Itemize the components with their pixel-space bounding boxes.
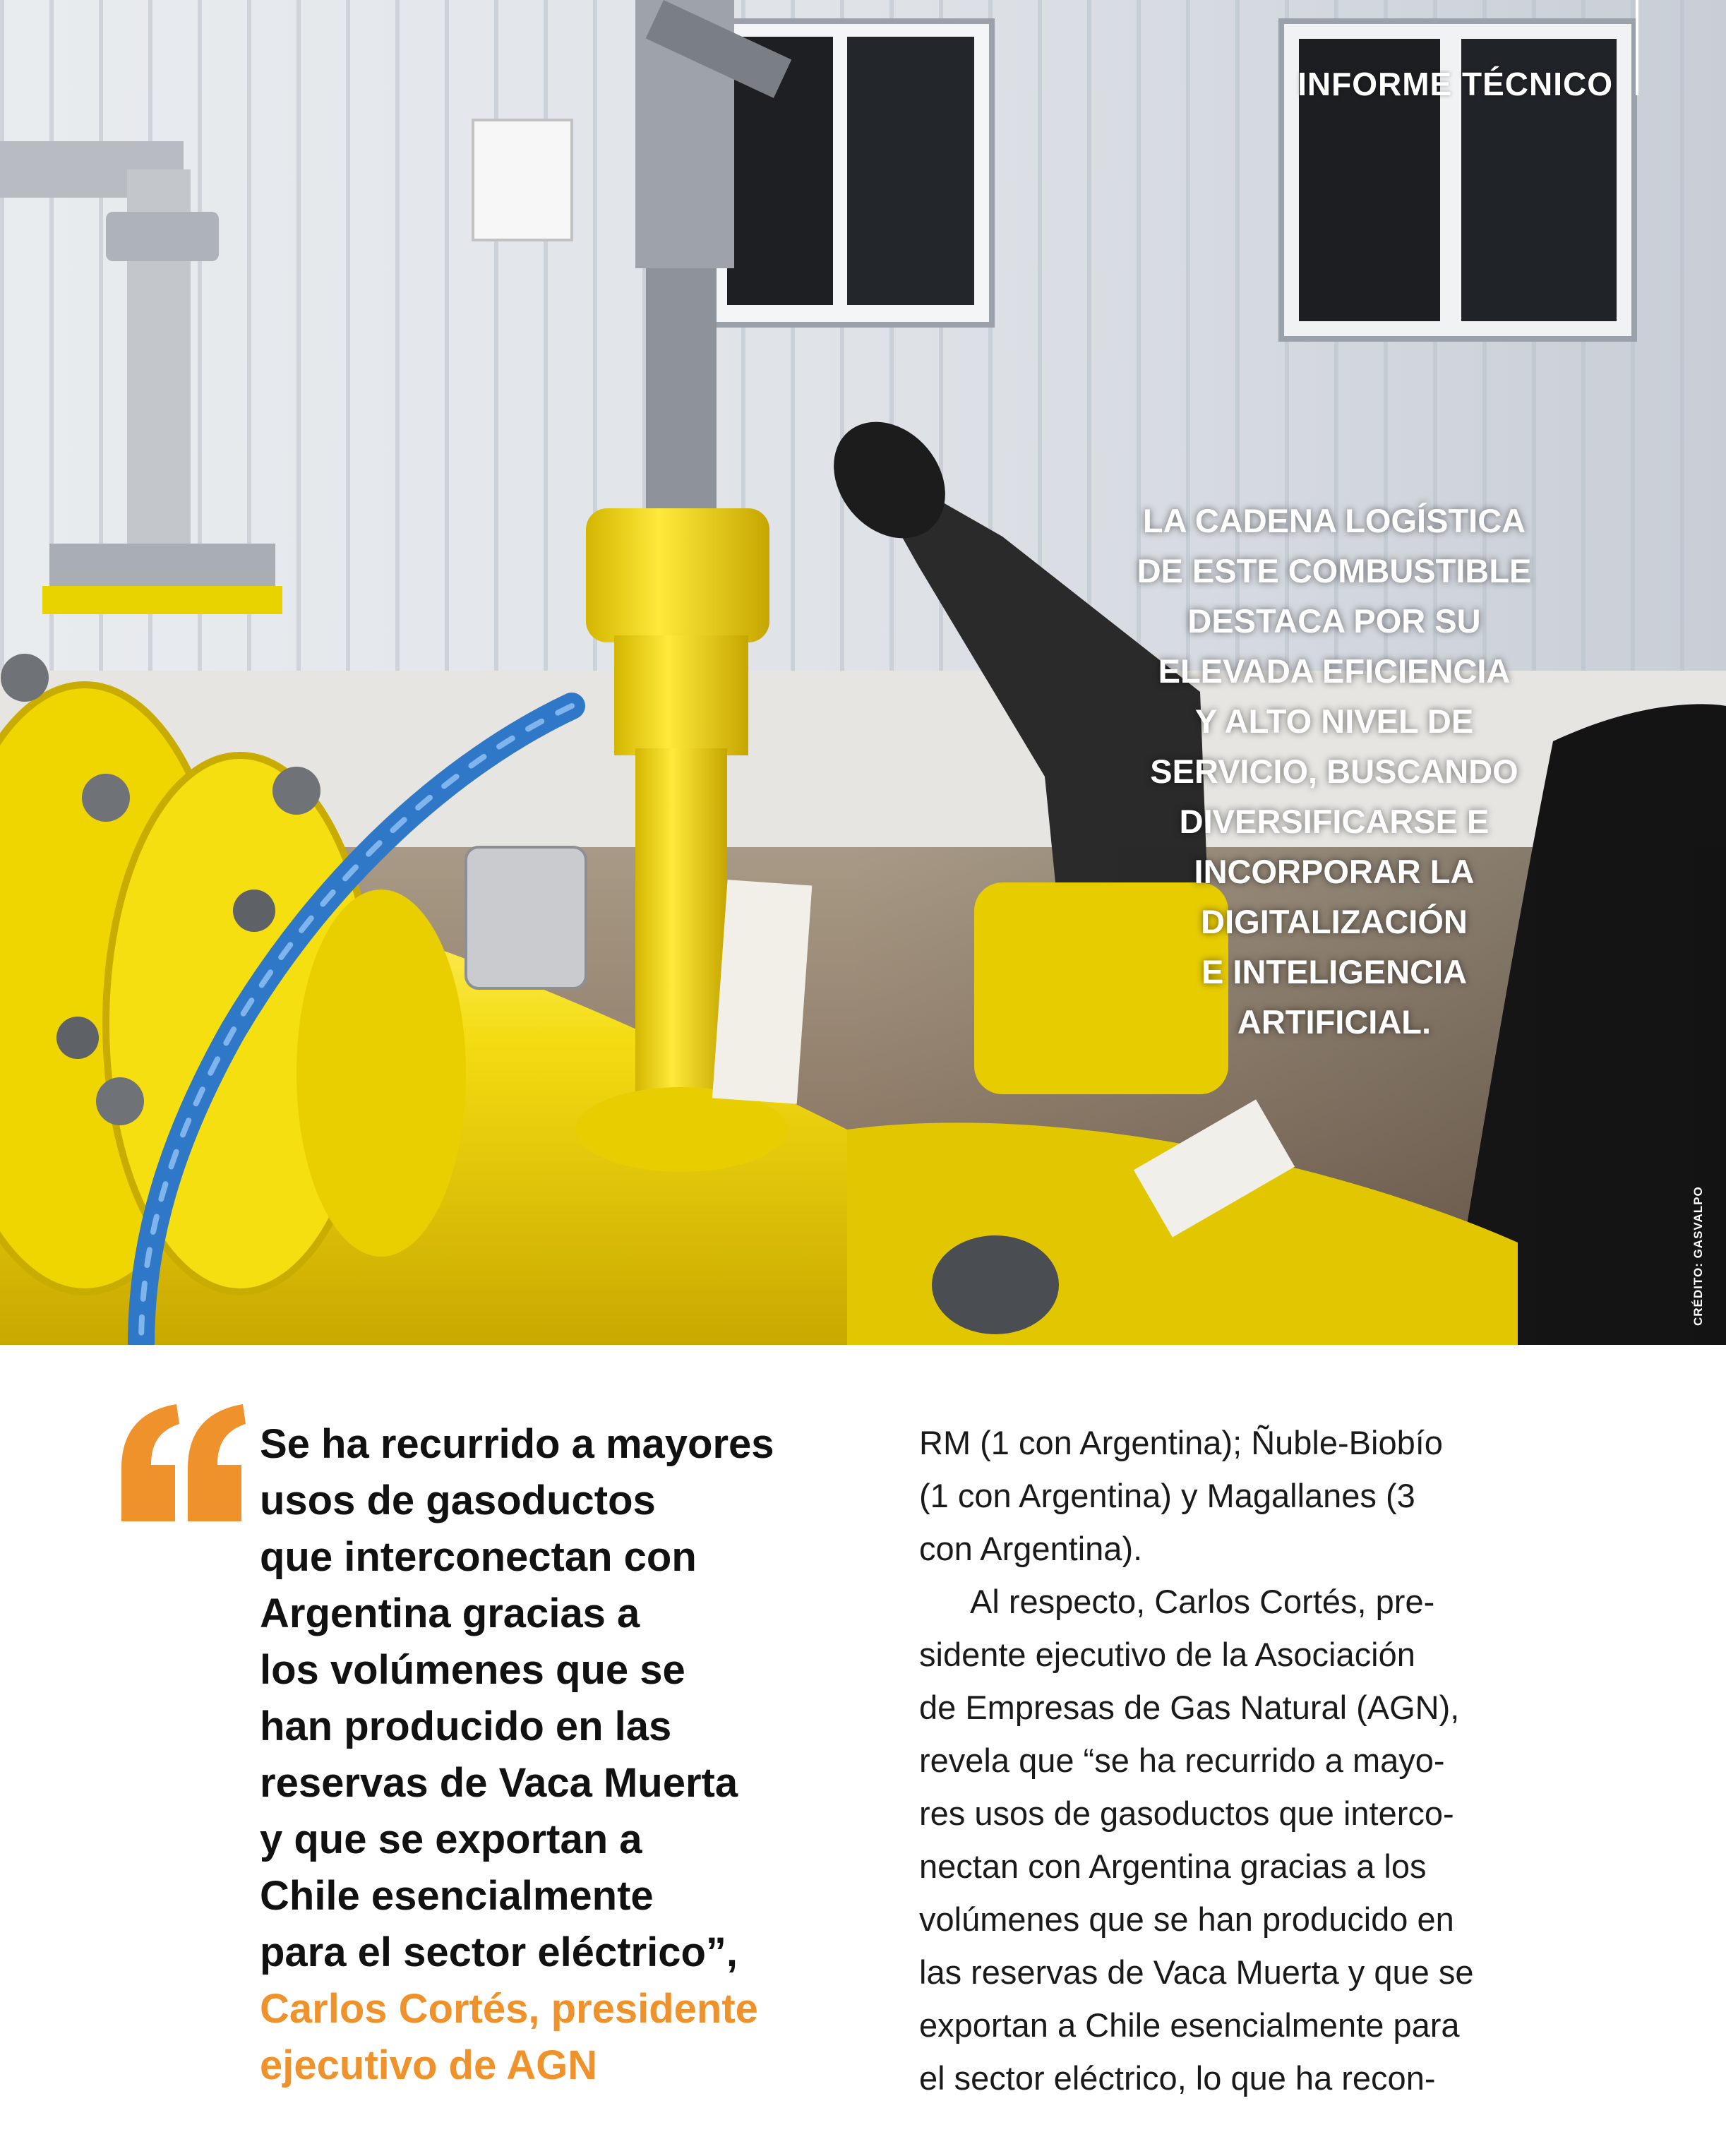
- body-line: volúmenes que se han producido en: [919, 1900, 1454, 1938]
- pull-quote: [260, 1416, 825, 2094]
- callout-line: SERVICIO, BUSCANDO: [1150, 753, 1518, 790]
- callout-line: LA CADENA LOGÍSTICA: [1142, 502, 1526, 539]
- quote-line: Chile esencialmente: [260, 1873, 654, 1919]
- quote-line: reservas de Vaca Muerta: [260, 1760, 738, 1806]
- callout-line: ARTIFICIAL.: [1237, 1003, 1432, 1041]
- body-line: RM (1 con Argentina); Ñuble-Biobío: [919, 1424, 1443, 1461]
- callout-line: ELEVADA EFICIENCIA: [1158, 652, 1511, 690]
- callout-line: INCORPORAR LA: [1194, 853, 1475, 890]
- callout-line: DIVERSIFICARSE E: [1179, 803, 1490, 840]
- quote-mark-icon: [114, 1401, 248, 1528]
- body-line: Al respecto, Carlos Cortés, pre-: [970, 1583, 1435, 1620]
- callout-line: DE ESTE COMBUSTIBLE: [1137, 552, 1532, 589]
- callout-line: DESTACA POR SU: [1187, 602, 1481, 640]
- quote-line: usos de gasoductos: [260, 1478, 656, 1523]
- quote-line: que interconectan con: [260, 1534, 697, 1580]
- paragraph-1: [919, 1416, 1540, 1575]
- body-line: el sector eléctrico, lo que ha recon-: [919, 2059, 1436, 2097]
- quote-attribution: ejecutivo de AGN: [260, 2042, 598, 2088]
- callout-line: Y ALTO NIVEL DE: [1194, 702, 1474, 740]
- body-line: nectan con Argentina gracias a los: [919, 1847, 1427, 1885]
- quote-line: los volúmenes que se: [260, 1647, 685, 1693]
- quote-line: para el sector eléctrico”,: [260, 1929, 738, 1975]
- quote-line: Argentina gracias a: [260, 1591, 640, 1636]
- section-rule: [1636, 0, 1638, 95]
- body-line: con Argentina).: [919, 1530, 1143, 1567]
- callout-line: DIGITALIZACIÓN: [1201, 903, 1468, 940]
- body-line: res usos de gasoductos que interco-: [919, 1795, 1454, 1832]
- body-line: (1 con Argentina) y Magallanes (3: [919, 1477, 1415, 1514]
- section-label: INFORME TÉCNICO: [1298, 66, 1613, 102]
- quote-line: y que se exportan a: [260, 1816, 642, 1862]
- paragraph-2: [919, 1575, 1540, 2104]
- photo-credit: CRÉDITO: GASVALPO: [1691, 1186, 1705, 1326]
- article-body: [919, 1416, 1540, 2104]
- callout-line: E INTELIGENCIA: [1201, 953, 1468, 990]
- quote-line: Se ha recurrido a mayores: [260, 1421, 774, 1467]
- body-line: sidente ejecutivo de la Asociación: [919, 1636, 1415, 1673]
- body-line: revela que “se ha recurrido a mayo-: [919, 1742, 1445, 1779]
- body-line: exportan a Chile esencialmente para: [919, 2006, 1460, 2044]
- photo-callout: [1122, 496, 1546, 1047]
- quote-line: han producido en las: [260, 1703, 672, 1749]
- quote-attribution: Carlos Cortés, presidente: [260, 1986, 758, 2032]
- body-line: de Empresas de Gas Natural (AGN),: [919, 1689, 1460, 1726]
- body-line: las reservas de Vaca Muerta y que se: [919, 1953, 1474, 1991]
